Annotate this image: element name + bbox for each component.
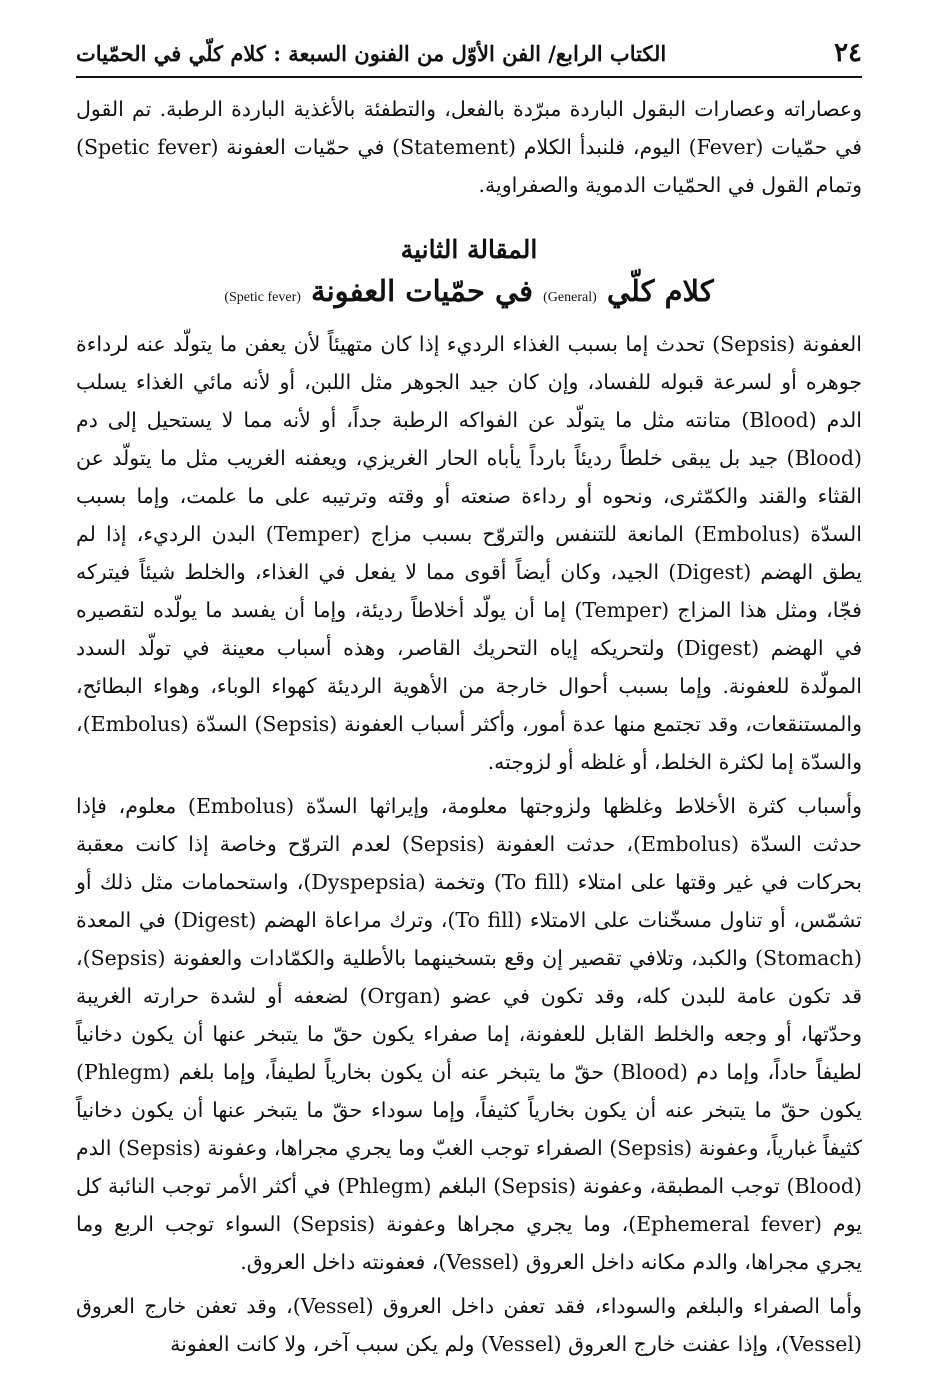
body-paragraph-2: وأسباب كثرة الأخلاط وغلظها ولزوجتها معلومة، وإيراثها السدّة (Embolus) معلوم، فإذا حدثت السدّة (Embolus)، حدثت العفونة (Sepsis) لعدم التروّح وخاصة إذا كانت معقبة بحركات في غير وقتها على امتلاء (To fill) وتخمة (Dyspepsia)، واستحمامات مثل ذلك أو تشمّس، أو تناول مسخّنات على الامتلاء (To fill)، وترك مراعاة الهضم (Digest) في المعدة (Stomach) والكبد، وتلافي تقصير إن وقع بتسخينهما بالأطلية والكمّادات والعفونة (Sepsis)، قد تكون عامة للبدن كله، وقد تكون في عضو (Organ) لضعفه أو لشدة حرارته الغريبة وحدّتها، أو وجعه والخلط القابل للعفونة، إما صفراء يكون حقّ ما يتبخر عنها أن يكون دخانياً لطيفاً حاداً، وإما دم (Blood) حقّ ما يتبخر عنه أن يكون بخارياً لطيفاً، وإما بلغم (Phlegm) يكون حقّ ما يتبخر عنه أن يكون بخارياً كثيفاً، وإما سوداء حقّ ما يتبخر عنها أن يكون دخانياً كثيفاً غبارياً، وعفونة (Sepsis) الصفراء توجب الغبّ وما يجري مجراها، وعفونة (Sepsis) الدم (Blood) توجب المطبقة، وعفونة (Sepsis) البلغم (Phlegm) في أكثر الأمر توجب النائبة كل يوم (Ephemeral fever)، وما يجري مجراها وعفونة (Sepsis) السواء توجب الربع وما يجري مجراها، والدم مكانه داخل العروق (Vessel)، فعفونته داخل العروق. <box>76 794 863 1274</box>
subtitle-latin-1: (General) <box>543 290 597 305</box>
page-header <box>76 30 862 78</box>
subtitle-part-1: كلام كلّي <box>606 274 714 308</box>
subtitle-latin-2: (Spetic fever) <box>224 290 301 305</box>
running-title: الكتاب الرابع/ الفن الأوّل من الفنون السبعة : كلام كلّي في الحمّيات <box>76 40 667 66</box>
page-number: ٢٤ <box>834 38 862 68</box>
body-paragraph-1: العفونة (Sepsis) تحدث إما بسبب الغذاء الرديء إذا كان متهيئاً لأن يعفن ما يتولّد عنه لرداءة جوهره أو لسرعة قبوله للفساد، وإن كان جيد الجوهر مثل اللبن، أو لأنه مائي الغذاء يسلب الدم (Blood) متانته مثل ما يتولّد عن الفواكه الرطبة جداً، أو لأنه مما لا يستحيل إلى دم (Blood) جيد بل يبقى خلطاً رديئاً بارداً يأباه الحار الغريزي، ويعفنه الغريب مثل ما يتولّد عن القثاء والقند والكمّثرى، ونحوه أو رداءة صنعته أو وقته وترتيبه على ما علمت، وإما بسبب السدّة (Embolus) المانعة للتنفس والتروّح بسبب مزاج (Temper) البدن الرديء، إذا لم يطق الهضم (Digest) الجيد، وكان أيضاً أقوى مما لا يفعل في الغذاء، والخلط شيئاً فيتركه فجّا، ومثل هذا المزاج (Temper) إما أن يولّد أخلاطاً رديئة، وإما أن يفسد ما يولّده لتقصيره في الهضم (Digest) ولتحريكه إياه التحريك القاصر، وهذه أسباب معينة في تولّد السدد المولّدة للعفونة. وإما بسبب أحوال خارجة من الأهوية الرديئة كهواء الوباء، وهواء البطائح، والمستنقعات، وقد تجتمع منها عدة أمور، وأكثر أسباب العفونة (Sepsis) السدّة (Embolus)، والسدّة إما لكثرة الخلط، أو غلظه أو لزوجته. <box>76 332 863 774</box>
section-subtitle <box>76 270 862 319</box>
section-title: المقالة الثانية <box>400 235 538 264</box>
intro-paragraph: وعصاراته وعصارات البقول الباردة مبرّدة بالفعل، والتطفئة بالأغذية الباردة الرطبة. تم القول في حمّيات (Fever) اليوم، فلنبدأ الكلام (Statement) في حمّيات العفونة (Spetic fever) وتمام القول في الحمّيات الدموية والصفراوية. <box>76 97 862 197</box>
subtitle-part-2: في حمّيات العفونة <box>311 274 534 308</box>
page-body <box>76 90 862 1369</box>
body-paragraph-3: وأما الصفراء والبلغم والسوداء، فقد تعفن داخل العروق (Vessel)، وقد تعفن خارج العروق (Vessel)، وإذا عفنت خارج العروق (Vessel) ولم يكن سبب آخر، ولا كانت العفونة <box>76 1294 862 1356</box>
